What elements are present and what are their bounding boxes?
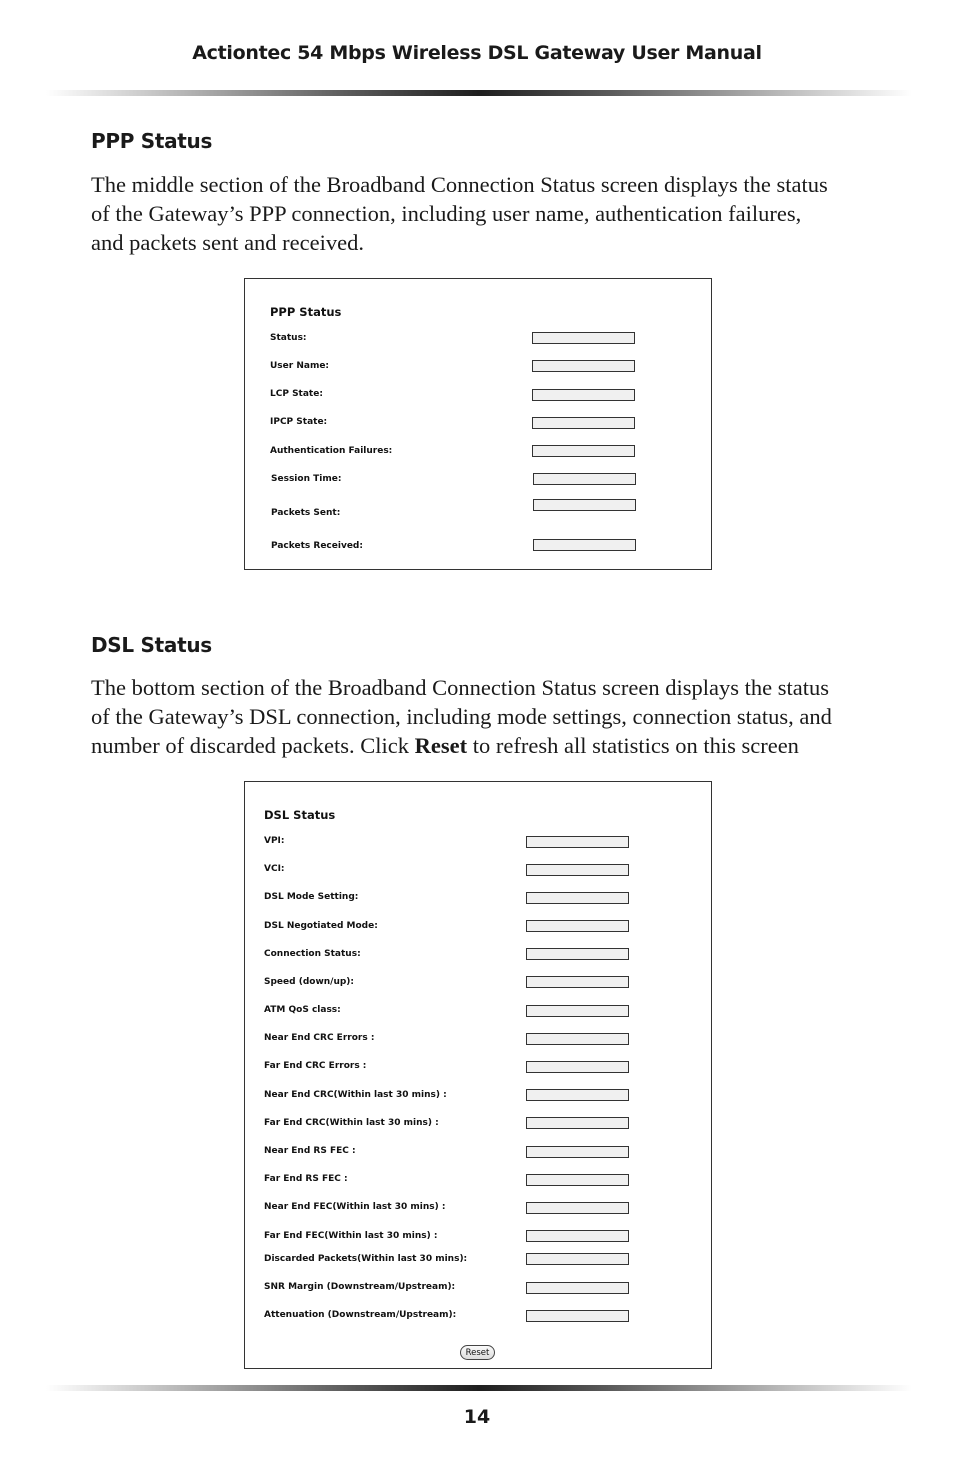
dsl-field-negotiated-mode-value [526,920,629,932]
dsl-description-line-1: The bottom section of the Broadband Connection Status screen displays the status [91,675,829,700]
dsl-field-far-end-fec-30min-value [526,1230,629,1242]
ppp-status-description [91,170,881,257]
dsl-status-description [91,673,881,760]
dsl-field-label-attenuation: Attenuation (Downstream/Upstream): [264,1310,457,1320]
dsl-field-attenuation-value [526,1310,629,1322]
dsl-field-label-negotiated-mode: DSL Negotiated Mode: [264,921,378,931]
dsl-field-label-far-end-rs-fec: Far End RS FEC : [264,1174,348,1184]
dsl-field-label-connection-status: Connection Status: [264,949,361,959]
header-divider [46,90,912,96]
dsl-field-far-end-crc-30min-value [526,1117,629,1129]
ppp-field-status-value [532,332,635,344]
ppp-field-lcp-state-value [532,389,635,401]
dsl-field-label-snr-margin: SNR Margin (Downstream/Upstream): [264,1282,456,1292]
dsl-field-label-near-end-crc-errors: Near End CRC Errors : [264,1033,375,1043]
dsl-description-line-2: of the Gateway’s DSL connection, including mode settings, connection status, and [91,704,832,729]
ppp-field-label-status: Status: [270,333,307,343]
ppp-status-heading: PPP Status [91,129,213,153]
ppp-field-label-authentication-failures: Authentication Failures: [270,446,393,456]
dsl-field-near-end-rs-fec-value [526,1146,629,1158]
dsl-description-line-3-end: to refresh all statistics on this screen [467,733,799,758]
dsl-description-line-3-start: number of discarded packets. Click [91,733,415,758]
ppp-description-line-1: The middle section of the Broadband Connection Status screen displays the status [91,172,828,197]
dsl-field-mode-setting-value [526,892,629,904]
dsl-field-label-discarded-packets: Discarded Packets(Within last 30 mins): [264,1254,468,1264]
dsl-field-far-end-rs-fec-value [526,1174,629,1186]
dsl-field-label-near-end-rs-fec: Near End RS FEC : [264,1146,356,1156]
reset-term: Reset [414,733,468,758]
ppp-status-panel [244,278,712,570]
dsl-field-label-far-end-crc-errors: Far End CRC Errors : [264,1061,367,1071]
dsl-field-label-speed: Speed (down/up): [264,977,355,987]
dsl-field-vci-value [526,864,629,876]
dsl-field-atm-qos-class-value [526,1005,629,1017]
ppp-field-packets-sent-value [533,499,636,511]
ppp-field-session-time-value [533,473,636,485]
dsl-field-near-end-fec-30min-value [526,1202,629,1214]
ppp-field-label-session-time: Session Time: [271,474,342,484]
ppp-panel-title: PPP Status [270,305,342,319]
reset-button[interactable]: Reset [460,1345,495,1360]
dsl-field-speed-value [526,976,629,988]
dsl-field-label-near-end-crc-30min: Near End CRC(Within last 30 mins) : [264,1090,447,1100]
dsl-field-label-far-end-fec-30min: Far End FEC(Within last 30 mins) : [264,1231,438,1241]
ppp-field-packets-received-value [533,539,636,551]
dsl-field-vpi-value [526,836,629,848]
dsl-field-near-end-crc-errors-value [526,1033,629,1045]
page-header-title: Actiontec 54 Mbps Wireless DSL Gateway User Manual [192,42,762,64]
ppp-field-user-name-value [532,360,635,372]
dsl-field-discarded-packets-value [526,1253,629,1265]
ppp-description-line-2: of the Gateway’s PPP connection, including user name, authentication failures, [91,201,802,226]
ppp-field-label-ipcp-state: IPCP State: [270,417,328,427]
dsl-field-snr-margin-value [526,1282,629,1294]
dsl-field-label-vci: VCI: [264,864,285,874]
footer-divider [46,1385,912,1391]
ppp-description-line-3: and packets sent and received. [91,230,364,255]
ppp-field-ipcp-state-value [532,417,635,429]
page-number: 14 [463,1406,491,1428]
dsl-field-label-mode-setting: DSL Mode Setting: [264,892,359,902]
dsl-field-connection-status-value [526,948,629,960]
ppp-field-label-packets-received: Packets Received: [271,541,363,551]
ppp-field-authentication-failures-value [532,445,635,457]
dsl-field-label-vpi: VPI: [264,836,285,846]
dsl-panel-title: DSL Status [264,808,336,822]
ppp-field-label-packets-sent: Packets Sent: [271,508,341,518]
dsl-field-label-far-end-crc-30min: Far End CRC(Within last 30 mins) : [264,1118,439,1128]
dsl-field-label-atm-qos-class: ATM QoS class: [264,1005,341,1015]
dsl-field-far-end-crc-errors-value [526,1061,629,1073]
ppp-field-label-user-name: User Name: [270,361,330,371]
dsl-field-near-end-crc-30min-value [526,1089,629,1101]
dsl-status-panel [244,781,712,1369]
dsl-field-label-near-end-fec-30min: Near End FEC(Within last 30 mins) : [264,1202,446,1212]
ppp-field-label-lcp-state: LCP State: [270,389,323,399]
dsl-status-heading: DSL Status [91,633,212,657]
